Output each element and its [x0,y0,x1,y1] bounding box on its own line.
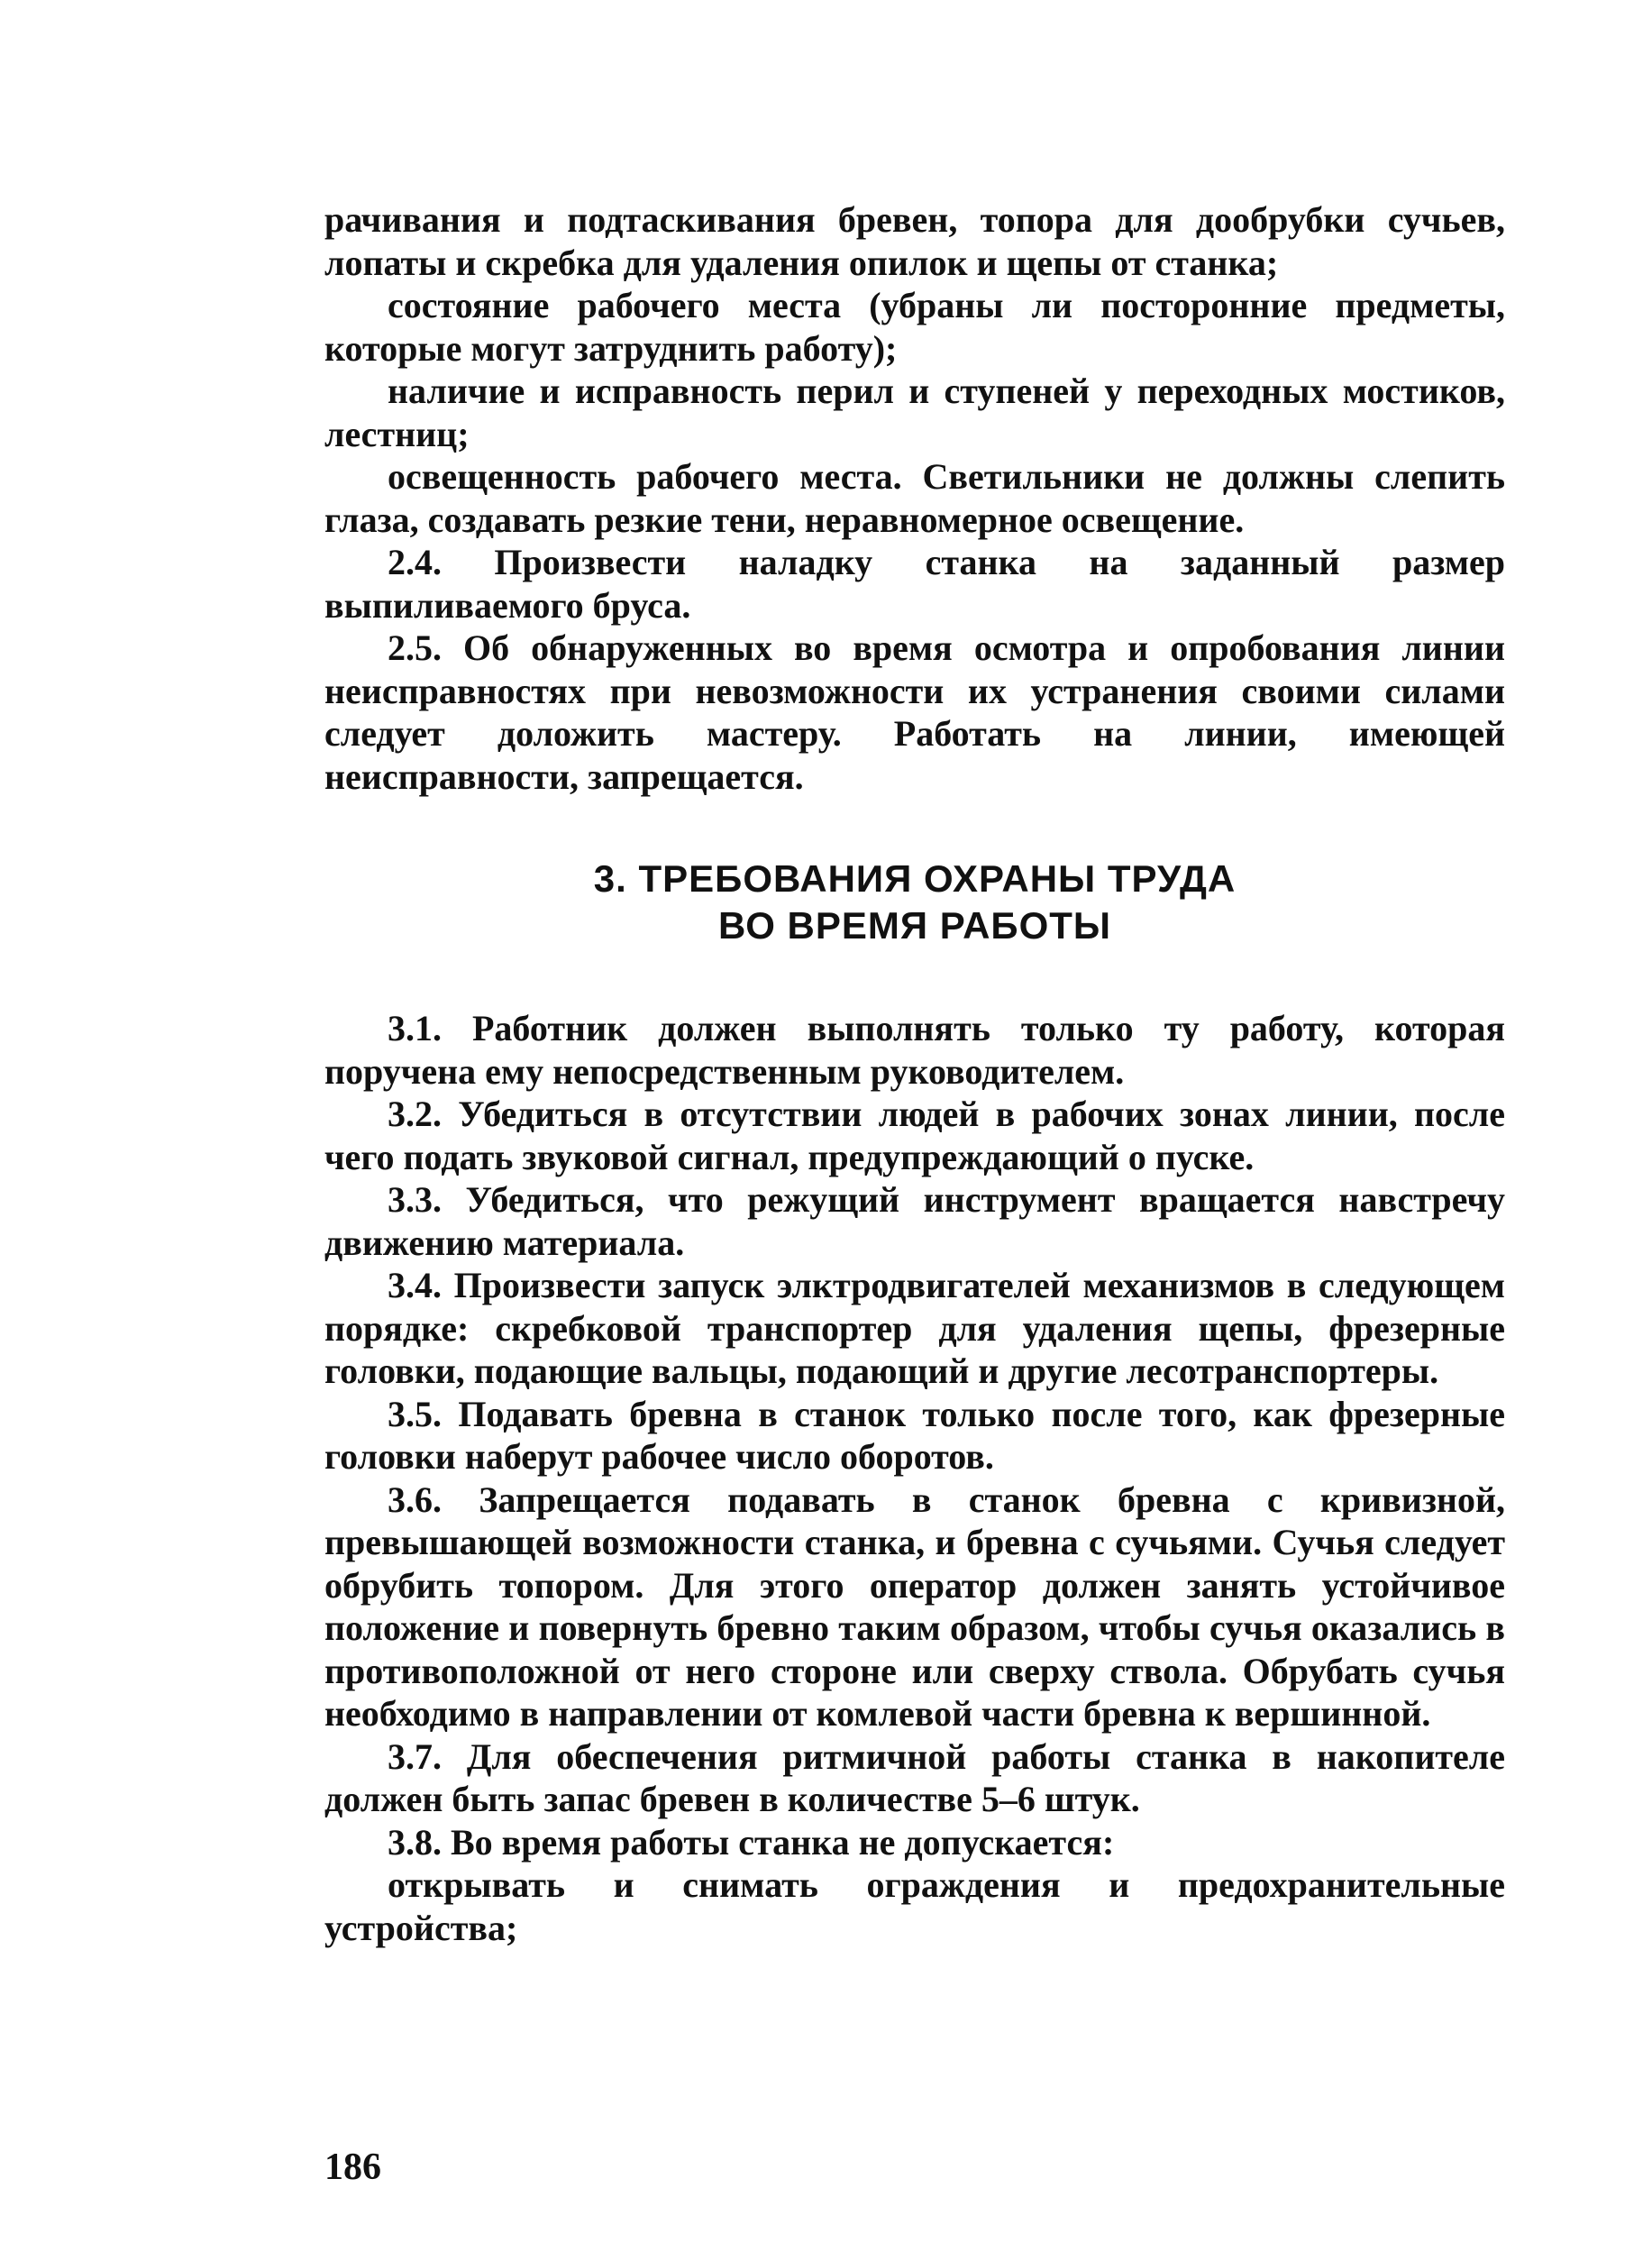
paragraph-text: Для обеспечения ритмичной работы станка в накопителе должен быть запас бревен в количестве 5–6 штук. [324,1735,1505,1819]
clause-number: 2.5. [388,627,442,668]
paragraph-text: Запрещается подавать в станок бревна с кривизной, превышающей возможности станка, и бревна с сучьями. Сучья следует обрубить топором. Для этого оператор должен занять устойчивое положение и повернуть бревно таким образом, чтобы сучья оказались в противоположной от него стороне или сверху ствола. Обрубать сучья необходимо в направлении от комлевой части бревна к вершинной. [324,1478,1505,1734]
paragraph [324,455,1505,541]
paragraph-2-5 [324,627,1505,798]
paragraph-text: наличие и исправность перил и ступеней у переходных мостиков, лестниц; [324,371,1505,454]
clause-number: 3.3. [388,1179,442,1220]
clause-number: 3.6. [388,1478,442,1520]
paragraph-3-8 [324,1821,1505,1864]
paragraph-3-1 [324,1007,1505,1093]
paragraph-text: Об обнаруженных во время осмотра и опробования линии неисправностях при невозможности их устранения своими силами следует доложить мастеру. Работать на линии, имеющей неисправности, запрещается. [324,627,1505,797]
paragraph-text: Работник должен выполнять только ту работу, которая поручена ему непосредственным руководителем. [324,1008,1505,1092]
top-section [324,198,1505,798]
paragraph-text: состояние рабочего места (убраны ли посторонние предметы, которые могут затруднить работу); [324,285,1505,369]
clause-number: 3.8. [388,1821,442,1863]
paragraph-3-2 [324,1093,1505,1178]
paragraph-text: Произвести запуск элктродвигателей механизмов в следующем порядке: скребковой транспортер для удаления щепы, фрезерные головки, подающие вальцы, подающий и другие лесотранспортеры. [324,1265,1505,1391]
paragraph-text: освещенность рабочего места. Светильники не должны слепить глаза, создавать резкие тени, неравномерное освещение. [324,456,1505,540]
clause-number: 3.7. [388,1735,442,1777]
clause-number: 3.4. [388,1265,442,1305]
paragraph-2-4 [324,541,1505,627]
paragraph-3-5 [324,1393,1505,1478]
paragraph-continuation [324,198,1505,284]
clause-number: 3.2. [388,1094,442,1134]
paragraph-3-3 [324,1178,1505,1264]
paragraph-3-6 [324,1478,1505,1735]
clause-number: 3.5. [388,1393,442,1434]
paragraph [324,1863,1505,1949]
paragraph-text: Во время работы станка не допускается: [442,1821,1115,1863]
paragraph-3-7 [324,1735,1505,1821]
paragraph-text: Убедиться в отсутствии людей в рабочих зонах линии, после чего подать звуковой сигнал, предупреждающий о пуске. [324,1094,1505,1177]
paragraph-text: Подавать бревна в станок только после того, как фрезерные головки наберут рабочее число оборотов. [324,1393,1505,1477]
page-content [324,198,1505,1949]
clause-number: 3.1. [388,1008,442,1048]
clause-number: 2.4. [388,542,442,582]
paragraph-3-4 [324,1264,1505,1393]
paragraph-text: рачивания и подтаскивания бревен, топора для дообрубки сучьев, лопаты и скребка для удаления опилок и щепы от станка; [324,199,1505,283]
paragraph-text: открывать и снимать ограждения и предохранительные устройства; [324,1864,1505,1948]
section-heading-line-1: 3. ТРЕБОВАНИЯ ОХРАНЫ ТРУДА [593,857,1237,900]
bottom-section [324,1007,1505,1949]
paragraph [324,370,1505,455]
paragraph-text: Произвести наладку станка на заданный размер выпиливаемого бруса. [324,542,1505,626]
paragraph [324,284,1505,370]
section-heading-line-2: ВО ВРЕМЯ РАБОТЫ [717,904,1112,947]
section-heading [324,856,1505,949]
paragraph-text: Убедиться, что режущий инструмент вращается навстречу движению материала. [324,1179,1505,1263]
page-number: 186 [324,2147,381,2188]
